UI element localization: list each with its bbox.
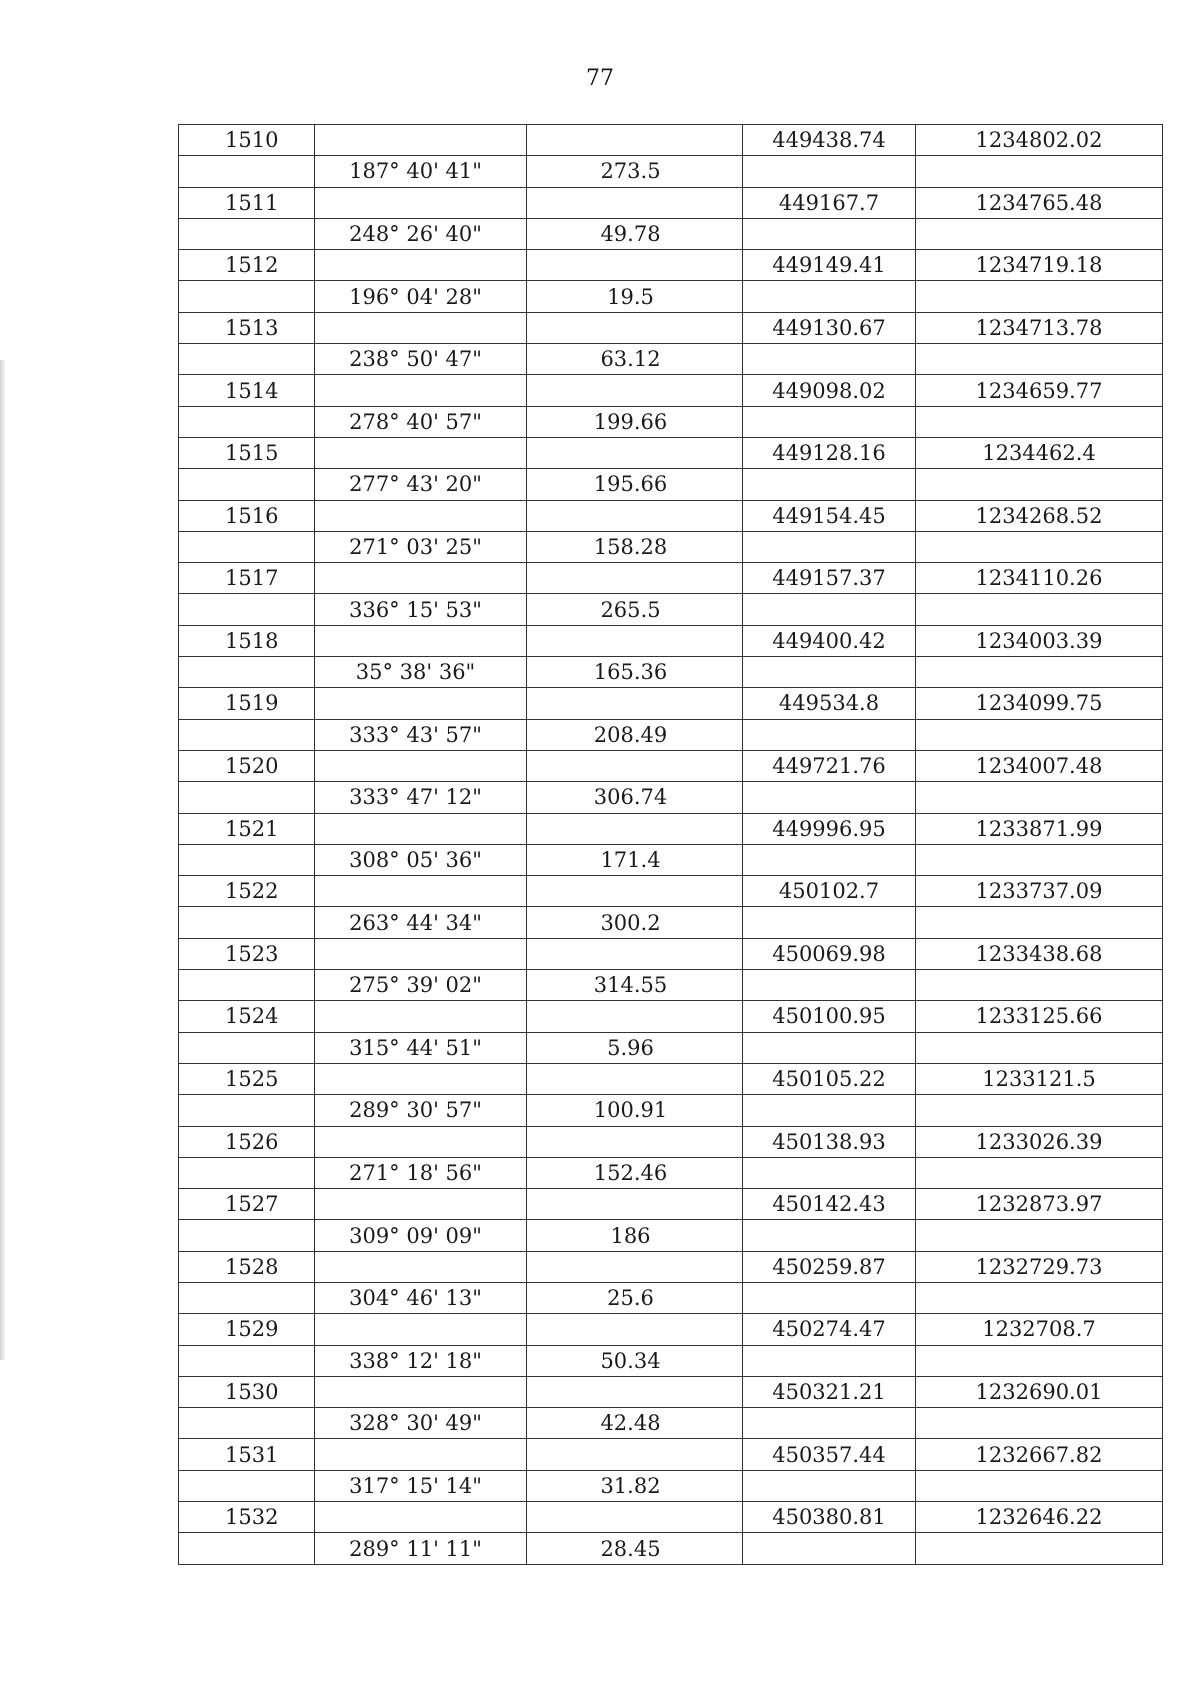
point-id-cell	[179, 1220, 315, 1251]
bearing-cell	[315, 187, 527, 218]
x-coordinate-cell	[743, 281, 916, 312]
table-row-segment	[179, 281, 1163, 312]
y-coordinate-cell	[916, 1345, 1163, 1376]
coordinate-table	[178, 124, 1163, 1565]
x-coordinate-cell	[743, 1533, 916, 1564]
x-coordinate-cell: 449157.37	[743, 563, 916, 594]
y-coordinate-cell	[916, 907, 1163, 938]
point-id-cell: 1514	[179, 375, 315, 406]
distance-cell	[527, 312, 743, 343]
x-coordinate-cell	[743, 1220, 916, 1251]
table-row-point	[179, 187, 1163, 218]
y-coordinate-cell: 1234007.48	[916, 750, 1163, 781]
distance-cell	[527, 813, 743, 844]
point-id-cell: 1512	[179, 250, 315, 281]
y-coordinate-cell	[916, 344, 1163, 375]
y-coordinate-cell	[916, 531, 1163, 562]
bearing-cell	[315, 437, 527, 468]
y-coordinate-cell: 1234802.02	[916, 125, 1163, 156]
distance-cell	[527, 1502, 743, 1533]
distance-cell	[527, 1063, 743, 1094]
bearing-cell: 336° 15' 53"	[315, 594, 527, 625]
table-row-point	[179, 375, 1163, 406]
x-coordinate-cell	[743, 218, 916, 249]
bearing-cell: 309° 09' 09"	[315, 1220, 527, 1251]
x-coordinate-cell	[743, 344, 916, 375]
table-row-point	[179, 1502, 1163, 1533]
distance-cell	[527, 187, 743, 218]
bearing-cell: 263° 44' 34"	[315, 907, 527, 938]
bearing-cell: 275° 39' 02"	[315, 970, 527, 1001]
table-row-point	[179, 750, 1163, 781]
table-row-point	[179, 125, 1163, 156]
distance-cell: 28.45	[527, 1533, 743, 1564]
table-row-segment	[179, 594, 1163, 625]
y-coordinate-cell	[916, 406, 1163, 437]
x-coordinate-cell	[743, 406, 916, 437]
bearing-cell: 238° 50' 47"	[315, 344, 527, 375]
bearing-cell	[315, 125, 527, 156]
distance-cell	[527, 437, 743, 468]
table-row-segment	[179, 406, 1163, 437]
distance-cell	[527, 1126, 743, 1157]
table-row-point	[179, 1189, 1163, 1220]
table-row-point	[179, 1001, 1163, 1032]
point-id-cell	[179, 970, 315, 1001]
x-coordinate-cell: 449130.67	[743, 312, 916, 343]
distance-cell: 208.49	[527, 719, 743, 750]
bearing-cell	[315, 500, 527, 531]
point-id-cell: 1511	[179, 187, 315, 218]
table-row-point	[179, 312, 1163, 343]
point-id-cell: 1525	[179, 1063, 315, 1094]
distance-cell: 42.48	[527, 1408, 743, 1439]
y-coordinate-cell: 1233121.5	[916, 1063, 1163, 1094]
point-id-cell: 1530	[179, 1376, 315, 1407]
point-id-cell	[179, 469, 315, 500]
table-row-segment	[179, 844, 1163, 875]
y-coordinate-cell	[916, 1533, 1163, 1564]
table-row-segment	[179, 1095, 1163, 1126]
y-coordinate-cell: 1233438.68	[916, 938, 1163, 969]
table-row-point	[179, 1126, 1163, 1157]
point-id-cell: 1516	[179, 500, 315, 531]
distance-cell	[527, 375, 743, 406]
distance-cell	[527, 250, 743, 281]
table-row-segment	[179, 1157, 1163, 1188]
coordinate-table-body	[179, 125, 1163, 1565]
x-coordinate-cell	[743, 1157, 916, 1188]
distance-cell	[527, 625, 743, 656]
bearing-cell: 35° 38' 36"	[315, 657, 527, 688]
x-coordinate-cell	[743, 1345, 916, 1376]
table-row-segment	[179, 1408, 1163, 1439]
point-id-cell	[179, 594, 315, 625]
distance-cell: 171.4	[527, 844, 743, 875]
x-coordinate-cell	[743, 782, 916, 813]
distance-cell: 49.78	[527, 218, 743, 249]
point-id-cell	[179, 156, 315, 187]
bearing-cell	[315, 876, 527, 907]
y-coordinate-cell	[916, 218, 1163, 249]
point-id-cell: 1524	[179, 1001, 315, 1032]
point-id-cell: 1531	[179, 1439, 315, 1470]
point-id-cell	[179, 218, 315, 249]
bearing-cell	[315, 938, 527, 969]
y-coordinate-cell: 1234462.4	[916, 437, 1163, 468]
x-coordinate-cell	[743, 531, 916, 562]
point-id-cell: 1520	[179, 750, 315, 781]
distance-cell: 165.36	[527, 657, 743, 688]
y-coordinate-cell	[916, 1032, 1163, 1063]
point-id-cell: 1515	[179, 437, 315, 468]
x-coordinate-cell	[743, 1032, 916, 1063]
point-id-cell	[179, 1408, 315, 1439]
point-id-cell: 1527	[179, 1189, 315, 1220]
point-id-cell	[179, 1095, 315, 1126]
distance-cell	[527, 876, 743, 907]
bearing-cell: 333° 43' 57"	[315, 719, 527, 750]
table-row-segment	[179, 782, 1163, 813]
bearing-cell: 333° 47' 12"	[315, 782, 527, 813]
bearing-cell	[315, 312, 527, 343]
y-coordinate-cell	[916, 1220, 1163, 1251]
point-id-cell	[179, 1470, 315, 1501]
page-number: 77	[586, 66, 614, 91]
y-coordinate-cell: 1232873.97	[916, 1189, 1163, 1220]
x-coordinate-cell: 449438.74	[743, 125, 916, 156]
point-id-cell	[179, 657, 315, 688]
x-coordinate-cell: 449128.16	[743, 437, 916, 468]
table-row-point	[179, 437, 1163, 468]
x-coordinate-cell	[743, 657, 916, 688]
x-coordinate-cell: 449534.8	[743, 688, 916, 719]
distance-cell	[527, 125, 743, 156]
table-row-segment	[179, 1032, 1163, 1063]
point-id-cell	[179, 1533, 315, 1564]
x-coordinate-cell	[743, 156, 916, 187]
y-coordinate-cell: 1233026.39	[916, 1126, 1163, 1157]
point-id-cell: 1518	[179, 625, 315, 656]
x-coordinate-cell: 450380.81	[743, 1502, 916, 1533]
x-coordinate-cell	[743, 844, 916, 875]
table-row-segment	[179, 469, 1163, 500]
distance-cell: 265.5	[527, 594, 743, 625]
bearing-cell: 278° 40' 57"	[315, 406, 527, 437]
distance-cell: 199.66	[527, 406, 743, 437]
table-row-point	[179, 500, 1163, 531]
y-coordinate-cell: 1234268.52	[916, 500, 1163, 531]
distance-cell: 314.55	[527, 970, 743, 1001]
y-coordinate-cell: 1234099.75	[916, 688, 1163, 719]
bearing-cell: 277° 43' 20"	[315, 469, 527, 500]
bearing-cell: 328° 30' 49"	[315, 1408, 527, 1439]
point-id-cell: 1510	[179, 125, 315, 156]
bearing-cell	[315, 1439, 527, 1470]
x-coordinate-cell: 449721.76	[743, 750, 916, 781]
distance-cell: 25.6	[527, 1282, 743, 1313]
x-coordinate-cell: 450142.43	[743, 1189, 916, 1220]
y-coordinate-cell	[916, 1095, 1163, 1126]
x-coordinate-cell	[743, 970, 916, 1001]
x-coordinate-cell: 450069.98	[743, 938, 916, 969]
point-id-cell: 1513	[179, 312, 315, 343]
bearing-cell: 304° 46' 13"	[315, 1282, 527, 1313]
bearing-cell: 338° 12' 18"	[315, 1345, 527, 1376]
distance-cell	[527, 688, 743, 719]
x-coordinate-cell	[743, 469, 916, 500]
bearing-cell	[315, 1502, 527, 1533]
point-id-cell: 1526	[179, 1126, 315, 1157]
bearing-cell: 289° 11' 11"	[315, 1533, 527, 1564]
bearing-cell: 196° 04' 28"	[315, 281, 527, 312]
point-id-cell	[179, 782, 315, 813]
point-id-cell	[179, 844, 315, 875]
point-id-cell: 1528	[179, 1251, 315, 1282]
table-row-point	[179, 563, 1163, 594]
x-coordinate-cell: 449400.42	[743, 625, 916, 656]
bearing-cell: 317° 15' 14"	[315, 1470, 527, 1501]
point-id-cell	[179, 531, 315, 562]
bearing-cell	[315, 1126, 527, 1157]
distance-cell	[527, 1439, 743, 1470]
table-row-segment	[179, 1220, 1163, 1251]
table-row-segment	[179, 156, 1163, 187]
distance-cell: 50.34	[527, 1345, 743, 1376]
bearing-cell	[315, 250, 527, 281]
x-coordinate-cell: 449098.02	[743, 375, 916, 406]
table-row-point	[179, 625, 1163, 656]
point-id-cell	[179, 406, 315, 437]
y-coordinate-cell: 1232708.7	[916, 1314, 1163, 1345]
y-coordinate-cell	[916, 1157, 1163, 1188]
y-coordinate-cell	[916, 719, 1163, 750]
y-coordinate-cell: 1233871.99	[916, 813, 1163, 844]
x-coordinate-cell	[743, 907, 916, 938]
bearing-cell: 248° 26' 40"	[315, 218, 527, 249]
bearing-cell	[315, 1251, 527, 1282]
y-coordinate-cell	[916, 1470, 1163, 1501]
table-row-segment	[179, 657, 1163, 688]
distance-cell: 195.66	[527, 469, 743, 500]
distance-cell	[527, 1001, 743, 1032]
table-row-point	[179, 813, 1163, 844]
distance-cell	[527, 563, 743, 594]
y-coordinate-cell	[916, 1408, 1163, 1439]
x-coordinate-cell: 450102.7	[743, 876, 916, 907]
point-id-cell	[179, 1157, 315, 1188]
x-coordinate-cell	[743, 594, 916, 625]
distance-cell: 152.46	[527, 1157, 743, 1188]
point-id-cell	[179, 719, 315, 750]
table-row-segment	[179, 1282, 1163, 1313]
table-row-segment	[179, 907, 1163, 938]
y-coordinate-cell: 1234765.48	[916, 187, 1163, 218]
y-coordinate-cell	[916, 594, 1163, 625]
distance-cell: 31.82	[527, 1470, 743, 1501]
y-coordinate-cell: 1234003.39	[916, 625, 1163, 656]
table-row-point	[179, 250, 1163, 281]
y-coordinate-cell: 1232667.82	[916, 1439, 1163, 1470]
x-coordinate-cell: 450321.21	[743, 1376, 916, 1407]
distance-cell: 158.28	[527, 531, 743, 562]
table-row-segment	[179, 719, 1163, 750]
x-coordinate-cell: 449149.41	[743, 250, 916, 281]
y-coordinate-cell: 1232646.22	[916, 1502, 1163, 1533]
distance-cell	[527, 1314, 743, 1345]
table-row-segment	[179, 1470, 1163, 1501]
point-id-cell	[179, 1032, 315, 1063]
table-row-point	[179, 688, 1163, 719]
point-id-cell	[179, 907, 315, 938]
bearing-cell	[315, 1001, 527, 1032]
x-coordinate-cell: 450274.47	[743, 1314, 916, 1345]
distance-cell: 300.2	[527, 907, 743, 938]
y-coordinate-cell: 1234659.77	[916, 375, 1163, 406]
bearing-cell	[315, 1189, 527, 1220]
bearing-cell	[315, 813, 527, 844]
y-coordinate-cell: 1232690.01	[916, 1376, 1163, 1407]
y-coordinate-cell	[916, 782, 1163, 813]
bearing-cell: 271° 03' 25"	[315, 531, 527, 562]
table-row-point	[179, 1063, 1163, 1094]
distance-cell	[527, 1189, 743, 1220]
x-coordinate-cell	[743, 719, 916, 750]
y-coordinate-cell	[916, 970, 1163, 1001]
y-coordinate-cell	[916, 156, 1163, 187]
x-coordinate-cell	[743, 1095, 916, 1126]
y-coordinate-cell	[916, 281, 1163, 312]
point-id-cell: 1523	[179, 938, 315, 969]
distance-cell: 19.5	[527, 281, 743, 312]
table-row-point	[179, 876, 1163, 907]
y-coordinate-cell: 1234110.26	[916, 563, 1163, 594]
point-id-cell	[179, 1345, 315, 1376]
point-id-cell	[179, 1282, 315, 1313]
distance-cell: 273.5	[527, 156, 743, 187]
distance-cell	[527, 938, 743, 969]
x-coordinate-cell	[743, 1408, 916, 1439]
distance-cell	[527, 1251, 743, 1282]
distance-cell	[527, 750, 743, 781]
table-row-point	[179, 1251, 1163, 1282]
y-coordinate-cell: 1234713.78	[916, 312, 1163, 343]
point-id-cell: 1517	[179, 563, 315, 594]
table-row-point	[179, 1314, 1163, 1345]
x-coordinate-cell: 450259.87	[743, 1251, 916, 1282]
x-coordinate-cell: 450105.22	[743, 1063, 916, 1094]
bearing-cell	[315, 1314, 527, 1345]
table-row-segment	[179, 970, 1163, 1001]
x-coordinate-cell: 449167.7	[743, 187, 916, 218]
bearing-cell	[315, 1376, 527, 1407]
distance-cell: 100.91	[527, 1095, 743, 1126]
distance-cell	[527, 1376, 743, 1407]
y-coordinate-cell	[916, 1282, 1163, 1313]
y-coordinate-cell: 1233737.09	[916, 876, 1163, 907]
bearing-cell	[315, 625, 527, 656]
distance-cell	[527, 500, 743, 531]
distance-cell: 306.74	[527, 782, 743, 813]
bearing-cell: 271° 18' 56"	[315, 1157, 527, 1188]
bearing-cell	[315, 563, 527, 594]
point-id-cell	[179, 344, 315, 375]
bearing-cell: 187° 40' 41"	[315, 156, 527, 187]
bearing-cell	[315, 688, 527, 719]
point-id-cell: 1532	[179, 1502, 315, 1533]
point-id-cell	[179, 281, 315, 312]
table-row-segment	[179, 1533, 1163, 1564]
x-coordinate-cell: 450100.95	[743, 1001, 916, 1032]
bearing-cell: 308° 05' 36"	[315, 844, 527, 875]
point-id-cell: 1519	[179, 688, 315, 719]
point-id-cell: 1521	[179, 813, 315, 844]
bearing-cell	[315, 375, 527, 406]
y-coordinate-cell: 1233125.66	[916, 1001, 1163, 1032]
table-row-point	[179, 1376, 1163, 1407]
point-id-cell: 1522	[179, 876, 315, 907]
distance-cell: 63.12	[527, 344, 743, 375]
y-coordinate-cell: 1232729.73	[916, 1251, 1163, 1282]
x-coordinate-cell: 449996.95	[743, 813, 916, 844]
x-coordinate-cell: 450357.44	[743, 1439, 916, 1470]
bearing-cell	[315, 1063, 527, 1094]
y-coordinate-cell	[916, 657, 1163, 688]
x-coordinate-cell: 450138.93	[743, 1126, 916, 1157]
point-id-cell: 1529	[179, 1314, 315, 1345]
bearing-cell: 315° 44' 51"	[315, 1032, 527, 1063]
y-coordinate-cell	[916, 469, 1163, 500]
table-row-segment	[179, 1345, 1163, 1376]
bearing-cell: 289° 30' 57"	[315, 1095, 527, 1126]
table-row-segment	[179, 218, 1163, 249]
table-row-point	[179, 1439, 1163, 1470]
table-row-point	[179, 938, 1163, 969]
table-row-segment	[179, 531, 1163, 562]
distance-cell: 186	[527, 1220, 743, 1251]
x-coordinate-cell: 449154.45	[743, 500, 916, 531]
y-coordinate-cell	[916, 844, 1163, 875]
scan-edge-shadow	[0, 360, 6, 1360]
table-row-segment	[179, 344, 1163, 375]
bearing-cell	[315, 750, 527, 781]
y-coordinate-cell: 1234719.18	[916, 250, 1163, 281]
x-coordinate-cell	[743, 1282, 916, 1313]
distance-cell: 5.96	[527, 1032, 743, 1063]
x-coordinate-cell	[743, 1470, 916, 1501]
